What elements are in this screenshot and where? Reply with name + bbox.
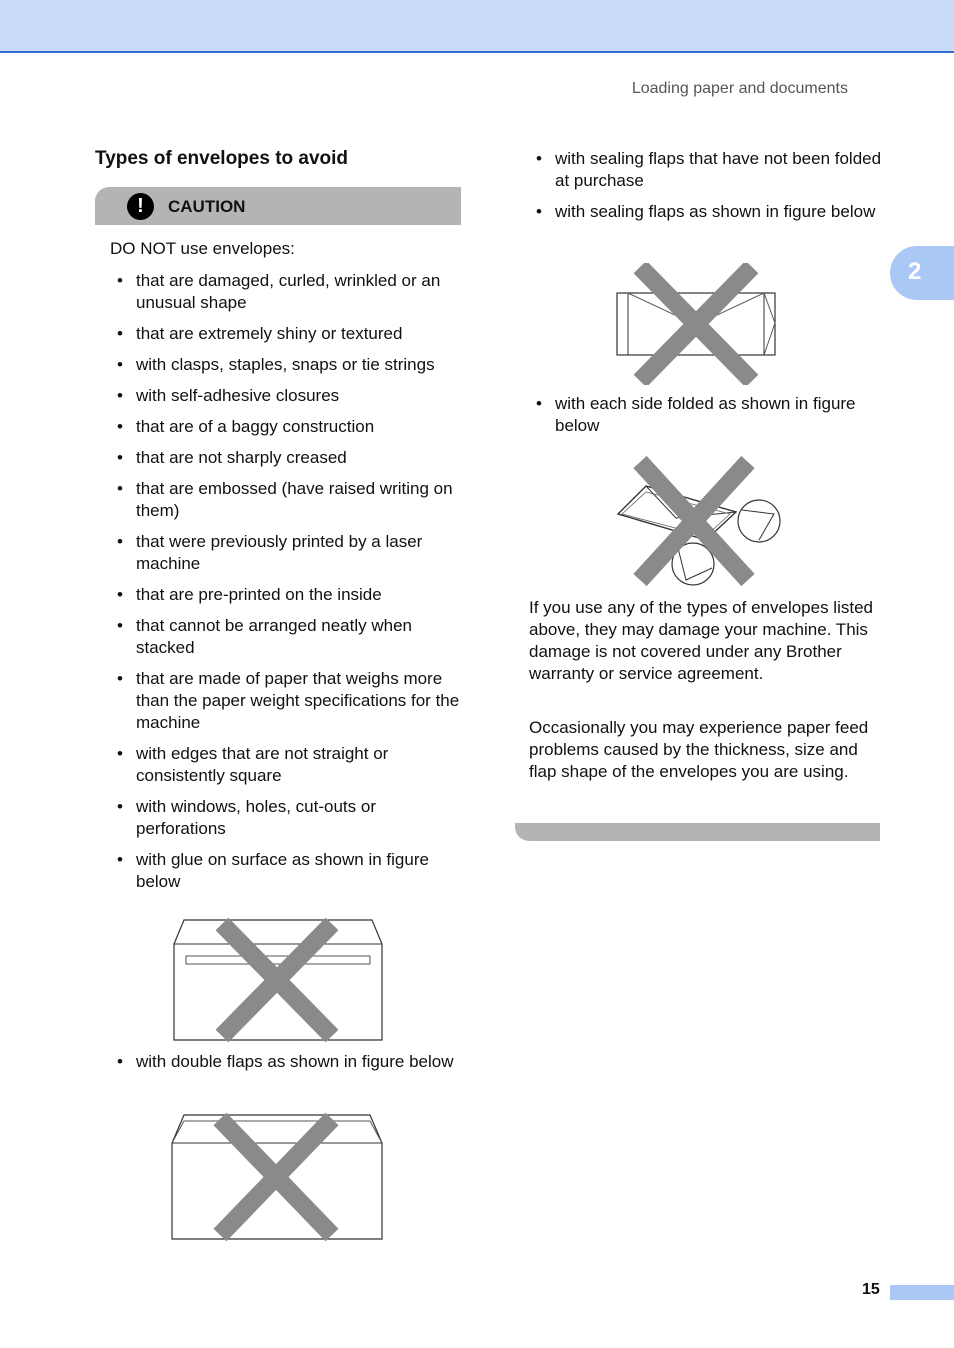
running-head: Loading paper and documents (631, 80, 848, 97)
list-item: • that are embossed (have raised writing on them) (110, 478, 470, 522)
list-item: • that are not sharply creased (110, 447, 470, 469)
double-flap-envelope-figure (170, 1113, 384, 1243)
list-item: • with sealing flaps as shown in figure below (529, 201, 889, 223)
list-item: • that are of a baggy construction (110, 416, 470, 438)
list-item: • with edges that are not straight or consistently square (110, 743, 470, 787)
chapter-number: 2 (908, 258, 922, 285)
list-item: • with clasps, staples, snaps or tie strings (110, 354, 470, 376)
caution-label: CAUTION (168, 197, 246, 216)
avoid-list (110, 270, 470, 902)
list-item: • with each side folded as shown in figure below (529, 393, 889, 437)
warning-paragraph: If you use any of the types of envelopes listed above, they may damage your machine. This damage is not covered under any Brother warranty or service agreement. (529, 598, 873, 683)
list-item: • with windows, holes, cut-outs or perforations (110, 796, 470, 840)
list-item: • that were previously printed by a laser machine (110, 531, 470, 575)
list-item: • that are pre-printed on the inside (110, 584, 470, 606)
feed-problems-paragraph: Occasionally you may experience paper feed problems caused by the thickness, size and flap shape of the envelopes you are using. (529, 718, 869, 781)
list-item: • with glue on surface as shown in figure below (110, 849, 470, 893)
caution-banner (95, 187, 461, 225)
list-item: • that are damaged, curled, wrinkled or an unusual shape (110, 270, 470, 314)
double-flap-list (110, 1051, 470, 1082)
list-item: • with self-adhesive closures (110, 385, 470, 407)
chapter-tab (890, 246, 954, 300)
page-number: 15 (862, 1281, 880, 1298)
sealing-flap-envelope-figure (614, 263, 778, 385)
caution-intro: DO NOT use envelopes: (110, 239, 295, 258)
glue-envelope-figure (172, 918, 384, 1042)
sealing-flap-list (529, 148, 889, 232)
list-item: • with double flaps as shown in figure below (110, 1051, 470, 1073)
caution-end-bar (515, 823, 880, 841)
section-title: Types of envelopes to avoid (95, 148, 349, 169)
list-item: • with sealing flaps that have not been folded at purchase (529, 148, 889, 192)
list-item: • that cannot be arranged neatly when stacked (110, 615, 470, 659)
header-band (0, 0, 954, 53)
page-tab (890, 1285, 954, 1300)
folded-side-list (529, 393, 889, 446)
exclamation-icon: ! (127, 193, 154, 220)
folded-side-envelope-figure (614, 456, 784, 588)
list-item: • that are extremely shiny or textured (110, 323, 470, 345)
list-item: • that are made of paper that weighs more than the paper weight specifications for the machine (110, 668, 470, 734)
